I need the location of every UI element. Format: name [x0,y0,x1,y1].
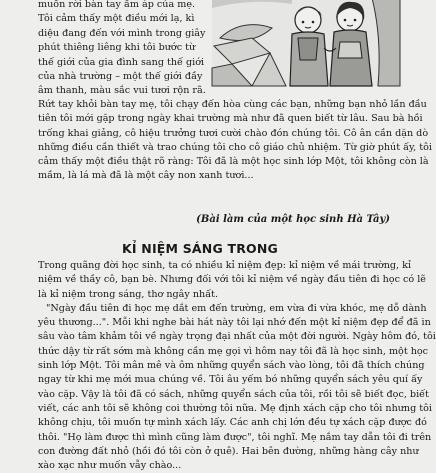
essay-attribution: (Bài làm của một học sinh Hà Tây) [196,214,390,225]
text-line: âm thanh, màu sắc vui tươi rộn rã. [38,85,206,97]
text-line: thôi. "Họ làm được thì mình cũng làm được", tôi nghĩ. Mẹ nắm tay dẫn tôi đi trên [38,431,432,443]
text-line: "Ngày đầu tiên đi học mẹ dắt em đến trường, em vừa đi vừa khóc, mẹ dỗ dành [46,302,427,314]
section-title: KỈ NIỆM SÁNG TRONG [122,241,278,256]
text-line: những điều cần thiết và trao chúng tôi cho cô giáo chủ nhiệm. Từ giờ phút ấy, tôi [38,141,432,153]
text-line: thế giới của gia đình sang thế giới [38,56,205,68]
text-line: con đường đất nhỏ (hồi đó tôi còn ở quê). Hai bên đường, những hàng cây như [38,445,419,457]
school-children-illustration [212,0,400,86]
text-line: vào cặp. Vậy là tôi đã có sách, những quyển sách của tôi, rồi tôi sẽ biết đọc, biết [38,388,429,400]
text-line: Tôi cảm thấy một điều mới lạ, kì [38,13,195,25]
essay-continuation [38,98,432,184]
text-line: yêu thương...". Mỗi khi nghe bài hát này tôi lại nhớ đến một kỉ niệm đẹp để đã in [38,317,431,329]
text-line: sâu vào tâm khảm tôi về ngày trọng đại nhất của một đời người. Ngày hôm đó, tôi [38,331,436,343]
text-line: sinh lớp Một. Tôi mân mê và ôm những quyển sách vào lòng, tôi đã thích chúng [38,360,425,372]
text-line: niệm về thầy cô, bạn bè. Nhưng đối với tôi kỉ niệm về ngày đầu tiên đi học có lẽ [38,274,426,286]
text-line: cảm thấy một điều thật rõ ràng: Tôi đã là một học sinh lớp Một, tôi không còn là [38,156,429,168]
section-body [38,259,436,473]
text-line: Trong quãng đời học sinh, ta có nhiều kỉ niệm đẹp: kỉ niệm về mái trường, kỉ [38,260,412,271]
text-line: là kỉ niệm trong sáng, thơ ngây nhất. [38,288,218,300]
text-line: mầm, là lá mà đã là một cây non xanh tươi... [38,170,254,182]
text-line: Rứt tay khỏi bàn tay mẹ, tôi chạy đến hòa cùng các bạn, những bạn nhỏ lần đầu [38,99,427,110]
text-line: không chịu, tôi muốn tự mình xách lấy. Các anh chị lớn đều tự xách cặp được đó [38,417,427,429]
text-line: xào xạc như muốn vẫy chào... [38,460,182,472]
text-line: ngay từ khi mẹ mới mua chúng về. Tôi âu yếm bó những quyển sách yêu quí ấy [38,374,423,386]
text-line: của nhà trường – một thế giới đầy [38,71,203,83]
text-line: tiên tôi mới gặp trong ngày khai trường mà như đã quen biết từ lâu. Sau bà hồi [38,113,423,125]
text-line: viết, các anh tôi sẽ không coi thường tôi nữa. Mẹ định xách cặp cho tôi nhưng tôi [38,402,432,414]
illustration-drawing [212,0,400,86]
text-line: trống khai giảng, cô hiệu trưởng tươi cười chào đón chúng tôi. Cô ân cần dặn dò [38,127,429,139]
text-line: diệu đang đến với mình trong giây [38,27,206,39]
top-text-column [38,0,208,99]
text-line: muốn rời bàn tay ấm áp của mẹ. [38,0,196,10]
text-line: thức dậy từ rất sớm mà không cần mẹ gọi vì hôm nay tôi đã là học sinh, một học [38,345,429,357]
text-line: phút thiêng liêng khi tôi bước từ [38,42,196,54]
